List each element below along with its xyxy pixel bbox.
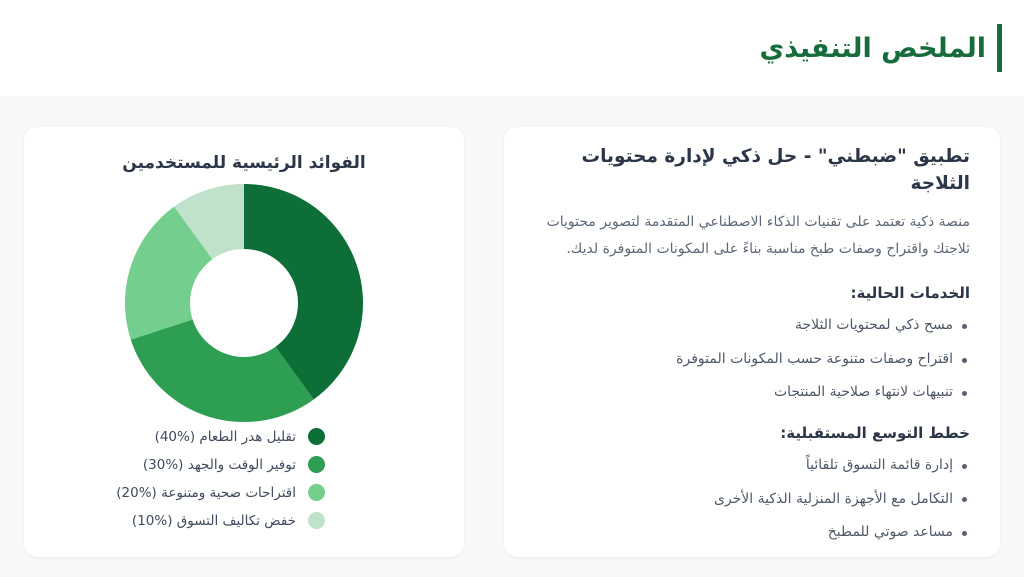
accent-bar <box>997 24 1002 72</box>
header-title-group <box>760 24 1002 72</box>
legend-item <box>132 512 325 529</box>
content-area <box>0 96 1024 557</box>
legend-label: توفير الوقت والجهد (%30) <box>142 456 296 473</box>
legend-swatch-icon <box>308 512 325 529</box>
donut-chart <box>125 184 363 422</box>
legend-label: خفض تكاليف التسوق (%10) <box>131 512 296 529</box>
legend-item <box>155 428 325 445</box>
legend-label: تقليل هدر الطعام (%40) <box>154 428 296 445</box>
section-heading-current-services: الخدمات الحالية: <box>850 284 970 303</box>
overview-description: منصة ذكية تعتمد على تقنيات الذكاء الاصطناعي المتقدمة لتصوير محتويات ثلاجتك واقتراح وصفات طبخ مناسبة بناءً على المكونات المتوفرة لديك. <box>546 213 970 257</box>
section-heading-future-plans: خطط التوسع المستقبلية: <box>780 424 970 442</box>
list-item: تنبيهات لانتهاء صلاحية المنتجات <box>530 383 970 403</box>
chart-legend <box>116 428 325 529</box>
chart-title: الفوائد الرئيسية للمستخدمين <box>122 153 366 173</box>
benefits-card <box>24 127 464 557</box>
overview-title: تطبيق "ضبطني" - حل ذكي لإدارة محتويات الثلاجة <box>581 146 970 194</box>
list-item: إدارة قائمة التسوق تلقائياً <box>530 456 970 476</box>
future-plans-list <box>530 456 970 543</box>
list-item: مساعد صوتي للمطبخ <box>530 523 970 543</box>
legend-swatch-icon <box>308 428 325 445</box>
slide-header <box>0 0 1024 96</box>
legend-label: اقتراحات صحية ومتنوعة (%20) <box>116 484 296 501</box>
donut-hole <box>190 249 298 357</box>
legend-item <box>116 484 325 501</box>
page-title: الملخص التنفيذي <box>759 32 986 64</box>
list-item: اقتراح وصفات متنوعة حسب المكونات المتوفرة <box>530 350 970 370</box>
legend-swatch-icon <box>308 456 325 473</box>
current-services-list <box>530 316 970 403</box>
overview-card <box>504 127 1000 557</box>
legend-swatch-icon <box>308 484 325 501</box>
list-item: التكامل مع الأجهزة المنزلية الذكية الأخرى <box>530 490 970 510</box>
list-item: مسح ذكي لمحتويات الثلاجة <box>530 316 970 336</box>
legend-item <box>143 456 325 473</box>
